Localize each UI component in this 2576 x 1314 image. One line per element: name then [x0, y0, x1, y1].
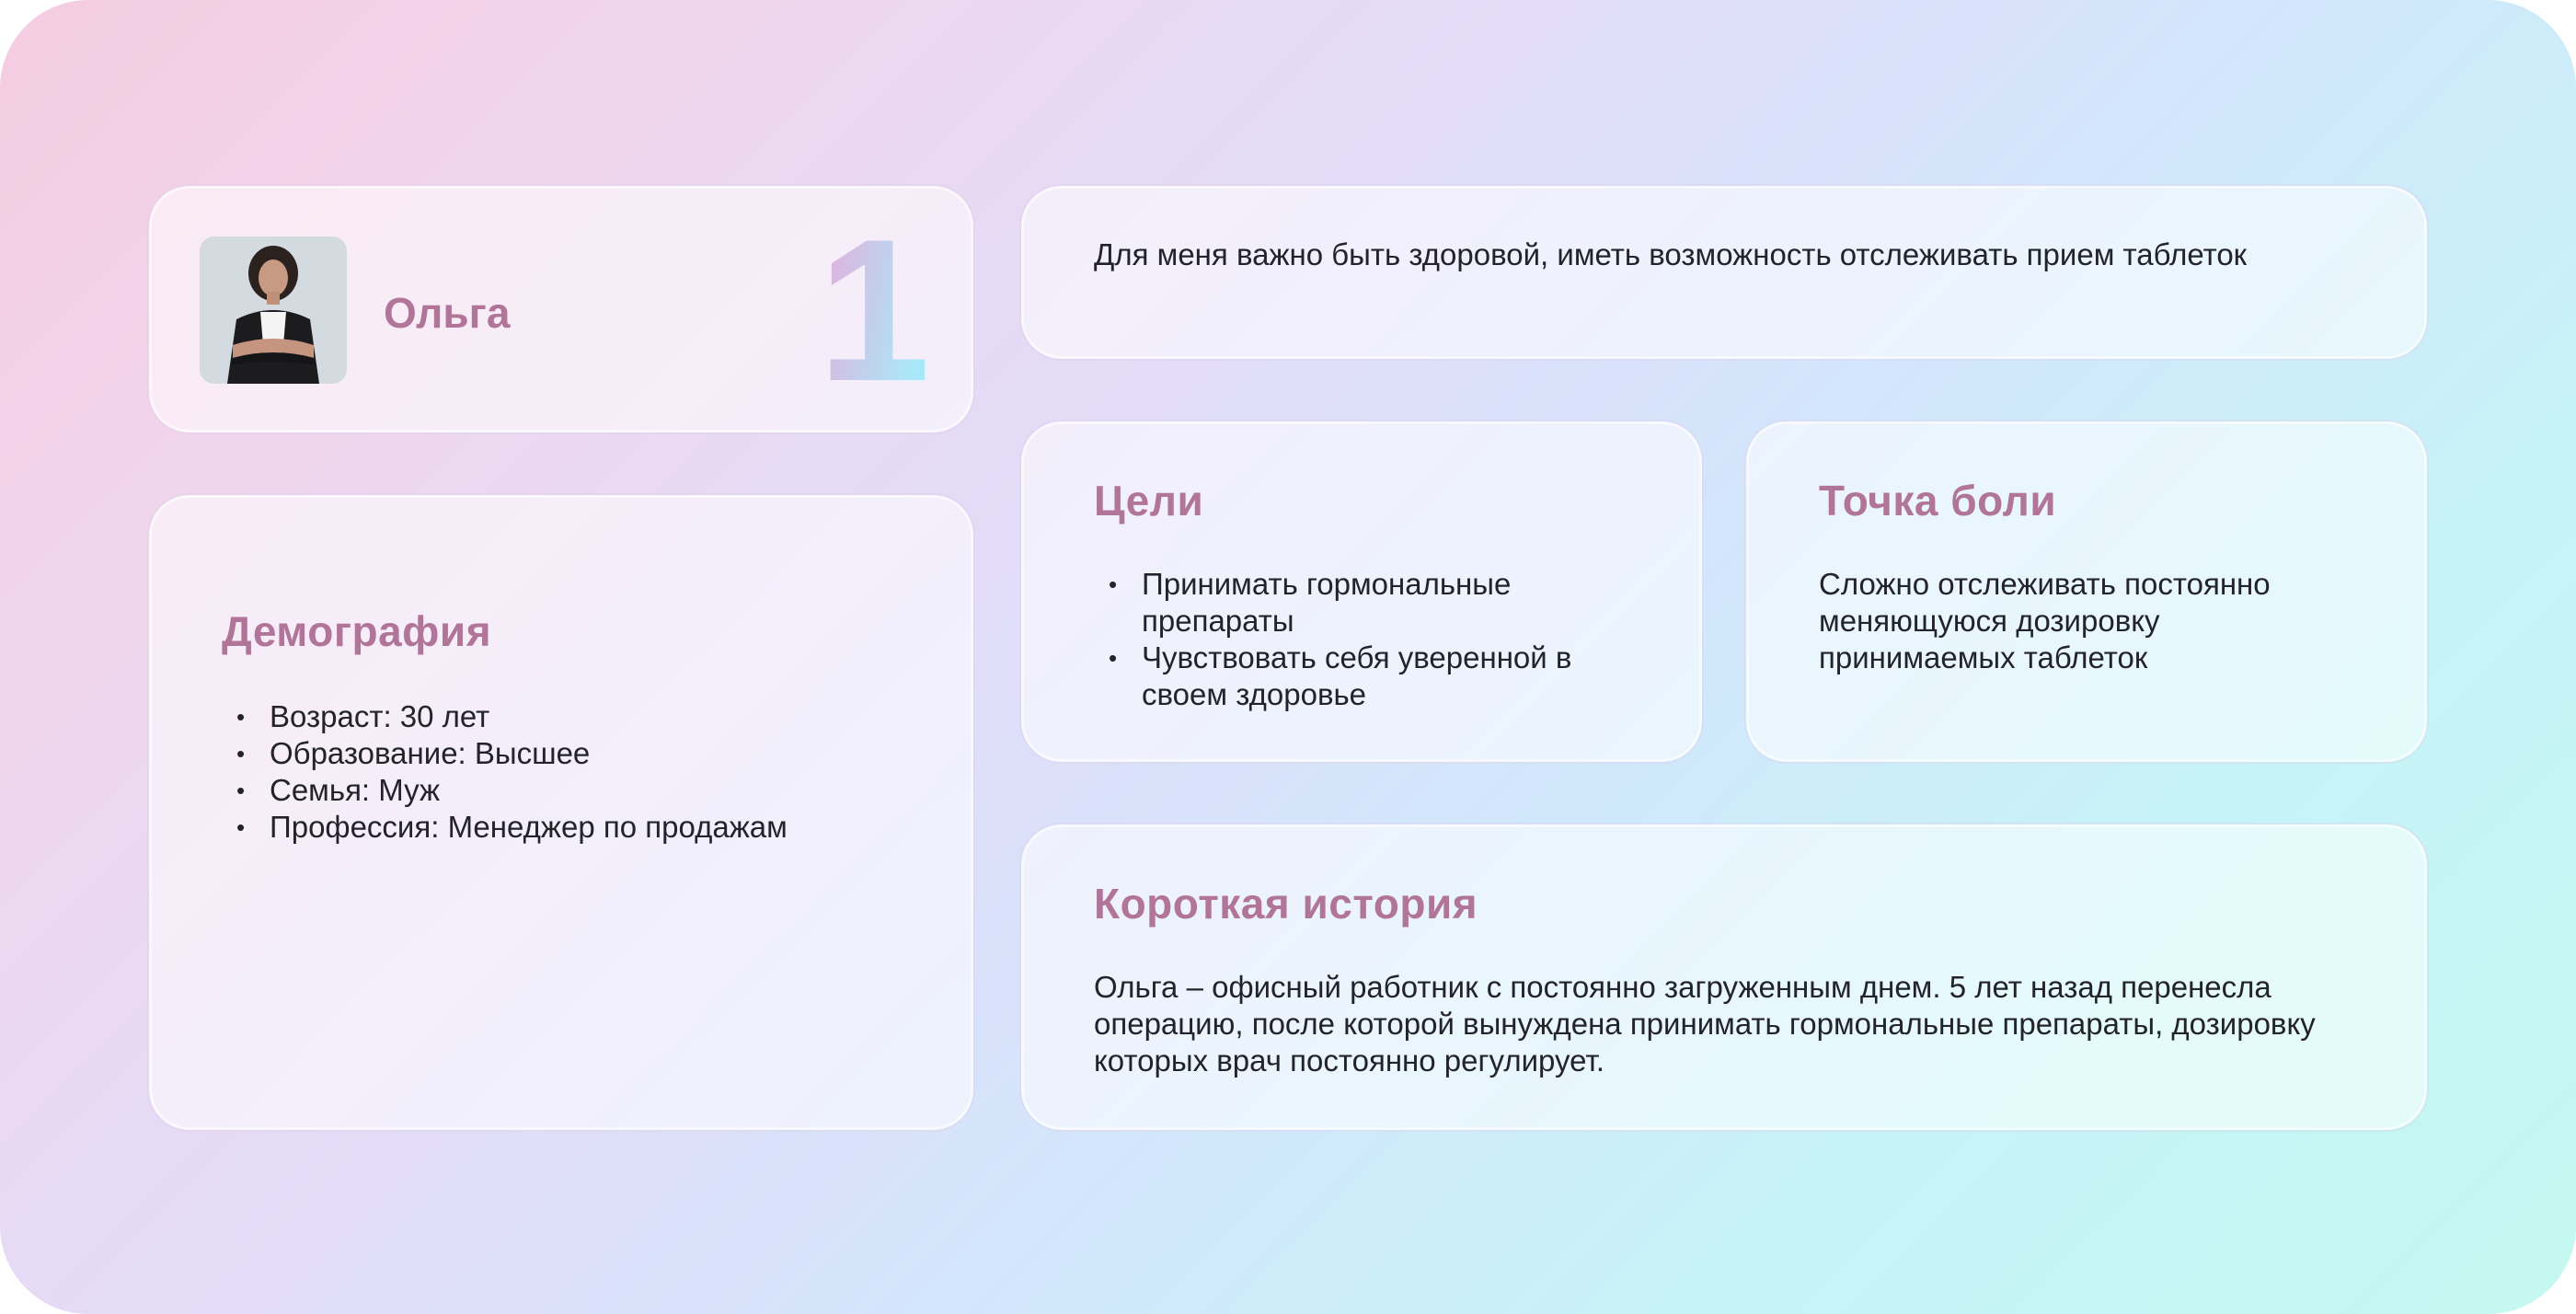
goals-card: [1021, 421, 1702, 762]
demographics-title: Демография: [222, 607, 492, 655]
person-photo-icon: [200, 236, 347, 384]
story-title: Короткая история: [1094, 880, 1478, 928]
quote-text: Для меня важно быть здоровой, иметь возможность отслеживать прием таблеток: [1094, 237, 2248, 271]
list-item: • Принимать гормональные препараты: [1094, 566, 1627, 640]
list-item: • Чувствовать себя уверенной в своем здоровье: [1094, 640, 1627, 713]
avatar: [200, 236, 347, 384]
demographics-card: [149, 495, 973, 1130]
goals-title: Цели: [1094, 477, 1204, 524]
pain-point-text: Сложно отслеживать постоянно меняющуюся дозировку принимаемых таблеток: [1819, 567, 2271, 674]
demographics-list: [222, 698, 939, 846]
pain-point-title: Точка боли: [1819, 477, 2057, 524]
pain-point-card: [1746, 421, 2427, 762]
story-text: Ольга – офисный работник с постоянно загруженным днем. 5 лет назад перенесла операцию, после которой вынуждена принимать гормональные препараты, дозировку которых врач постоянно регулирует.: [1094, 970, 2316, 1078]
goals-list: [1094, 566, 1627, 713]
list-item: • Семья: Муж: [222, 772, 939, 809]
persona-name: Ольга: [384, 289, 511, 337]
persona-number-text: 1: [817, 222, 931, 397]
profile-card: [149, 186, 973, 432]
list-item: • Возраст: 30 лет: [222, 698, 939, 735]
list-item: • Образование: Высшее: [222, 735, 939, 772]
story-card: [1021, 824, 2427, 1130]
persona-number: [814, 222, 934, 397]
list-item: • Профессия: Менеджер по продажам: [222, 809, 939, 846]
quote-card: [1021, 186, 2427, 359]
